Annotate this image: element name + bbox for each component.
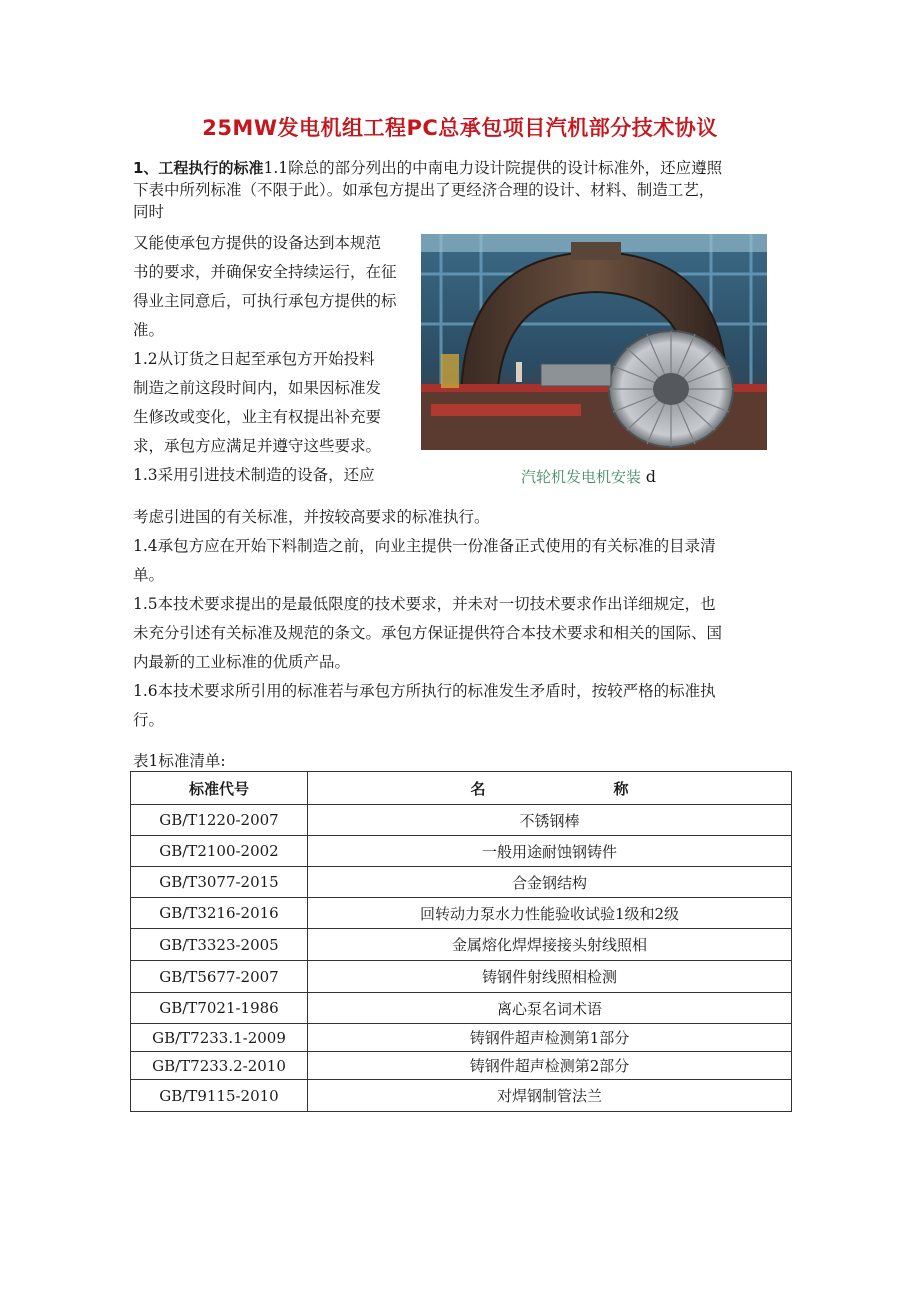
text-line: 制造之前这段时间内，如果因标准发 xyxy=(133,379,382,397)
clause-1-5 xyxy=(133,590,785,677)
figure-caption xyxy=(521,466,656,487)
header-name-char-2: 称 xyxy=(613,779,629,798)
table-row xyxy=(131,1080,792,1112)
p11-line-1: 1.1除总的部分列出的中南电力设计院提供的设计标准外，还应遵照 xyxy=(263,159,723,177)
table-row xyxy=(131,1052,792,1080)
cell-code: GB/T1220-2007 xyxy=(131,805,308,836)
cell-code: GB/T9115-2010 xyxy=(131,1080,308,1112)
table-row xyxy=(131,836,792,867)
turbine-illustration xyxy=(421,234,767,450)
cell-name: 对焊钢制管法兰 xyxy=(308,1080,792,1112)
cell-name: 金属熔化焊焊接接头射线照相 xyxy=(308,929,792,961)
text-line: 1.6本技术要求所引用的标准若与承包方所执行的标准发生矛盾时，按较严格的标准执 xyxy=(133,682,716,700)
figure-caption-text: 汽轮机发电机安装 xyxy=(521,468,642,486)
table-row xyxy=(131,898,792,929)
cell-code: GB/T5677-2007 xyxy=(131,961,308,993)
text-line: 行。 xyxy=(133,711,165,729)
cell-code: GB/T3077-2015 xyxy=(131,867,308,898)
table-row xyxy=(131,961,792,993)
cell-name: 一般用途耐蚀钢铸件 xyxy=(308,836,792,867)
p11-line-2: 下表中所列标准（不限于此）。如承包方提出了更经济合理的设计、材料、制造工艺， xyxy=(133,181,715,199)
section-1-intro xyxy=(133,157,785,223)
p11-line-3: 同时 xyxy=(133,203,165,221)
text-line: 求，承包方应满足并遵守这些要求。 xyxy=(133,437,382,455)
text-line: 单。 xyxy=(133,566,165,584)
wrapped-text-block xyxy=(133,229,411,490)
clause-1-4 xyxy=(133,532,785,590)
text-line: 得业主同意后，可执行承包方提供的标 xyxy=(133,292,397,310)
clause-1-6 xyxy=(133,677,785,735)
cell-code: GB/T2100-2002 xyxy=(131,836,308,867)
header-name-char-1: 名 xyxy=(470,779,486,798)
text-line: 1.3采用引进技术制造的设备，还应 xyxy=(133,466,375,484)
text-line: 生修改或变化，业主有权提出补充要 xyxy=(133,408,382,426)
text-line: 1.4承包方应在开始下料制造之前，向业主提供一份准备正式使用的有关标准的目录清 xyxy=(133,537,716,555)
cell-name: 回转动力泵水力性能验收试验1级和2级 xyxy=(308,898,792,929)
cell-code: GB/T3216-2016 xyxy=(131,898,308,929)
text-line: 又能使承包方提供的设备达到本规范 xyxy=(133,234,382,252)
cell-name: 不锈钢棒 xyxy=(308,805,792,836)
section-1-heading: 1、工程执行的标准 xyxy=(133,159,264,177)
text-line: 书的要求，并确保安全持续运行，在征 xyxy=(133,263,397,281)
cell-name: 合金钢结构 xyxy=(308,867,792,898)
table-row xyxy=(131,929,792,961)
text-line: 内最新的工业标准的优质产品。 xyxy=(133,653,351,671)
p13-continuation: 考虑引进国的有关标准，并按较高要求的标准执行。 xyxy=(133,508,490,526)
text-line: 准。 xyxy=(133,321,165,339)
table-header-row xyxy=(131,772,792,805)
header-name xyxy=(308,772,792,805)
cell-name: 铸钢件超声检测第2部分 xyxy=(308,1052,792,1080)
text-line: 未充分引述有关标准及规范的条文。承包方保证提供符合本技术要求和相关的国际、国 xyxy=(133,624,723,642)
table-row xyxy=(131,867,792,898)
table-row xyxy=(131,1024,792,1052)
cell-code: GB/T7021-1986 xyxy=(131,993,308,1024)
turbine-installation-photo xyxy=(421,234,767,450)
cell-name: 铸钢件射线照相检测 xyxy=(308,961,792,993)
cell-name: 离心泵名词术语 xyxy=(308,993,792,1024)
document-title: 25MW发电机组工程PC总承包项目汽机部分技术协议 xyxy=(202,116,718,140)
table-caption: 表1标准清单: xyxy=(133,752,226,770)
cell-code: GB/T7233.1-2009 xyxy=(131,1024,308,1052)
table-row xyxy=(131,805,792,836)
header-code: 标准代号 xyxy=(131,772,308,805)
cell-name: 铸钢件超声检测第1部分 xyxy=(308,1024,792,1052)
cell-code: GB/T7233.2-2010 xyxy=(131,1052,308,1080)
clauses-block xyxy=(133,532,785,735)
text-line: 1.5本技术要求提出的是最低限度的技术要求，并未对一切技术要求作出详细规定，也 xyxy=(133,595,716,613)
figure-caption-tail: d xyxy=(645,467,657,486)
standards-table xyxy=(130,771,792,1112)
table-row xyxy=(131,993,792,1024)
cell-code: GB/T3323-2005 xyxy=(131,929,308,961)
text-line: 1.2从订货之日起至承包方开始投料 xyxy=(133,350,375,368)
